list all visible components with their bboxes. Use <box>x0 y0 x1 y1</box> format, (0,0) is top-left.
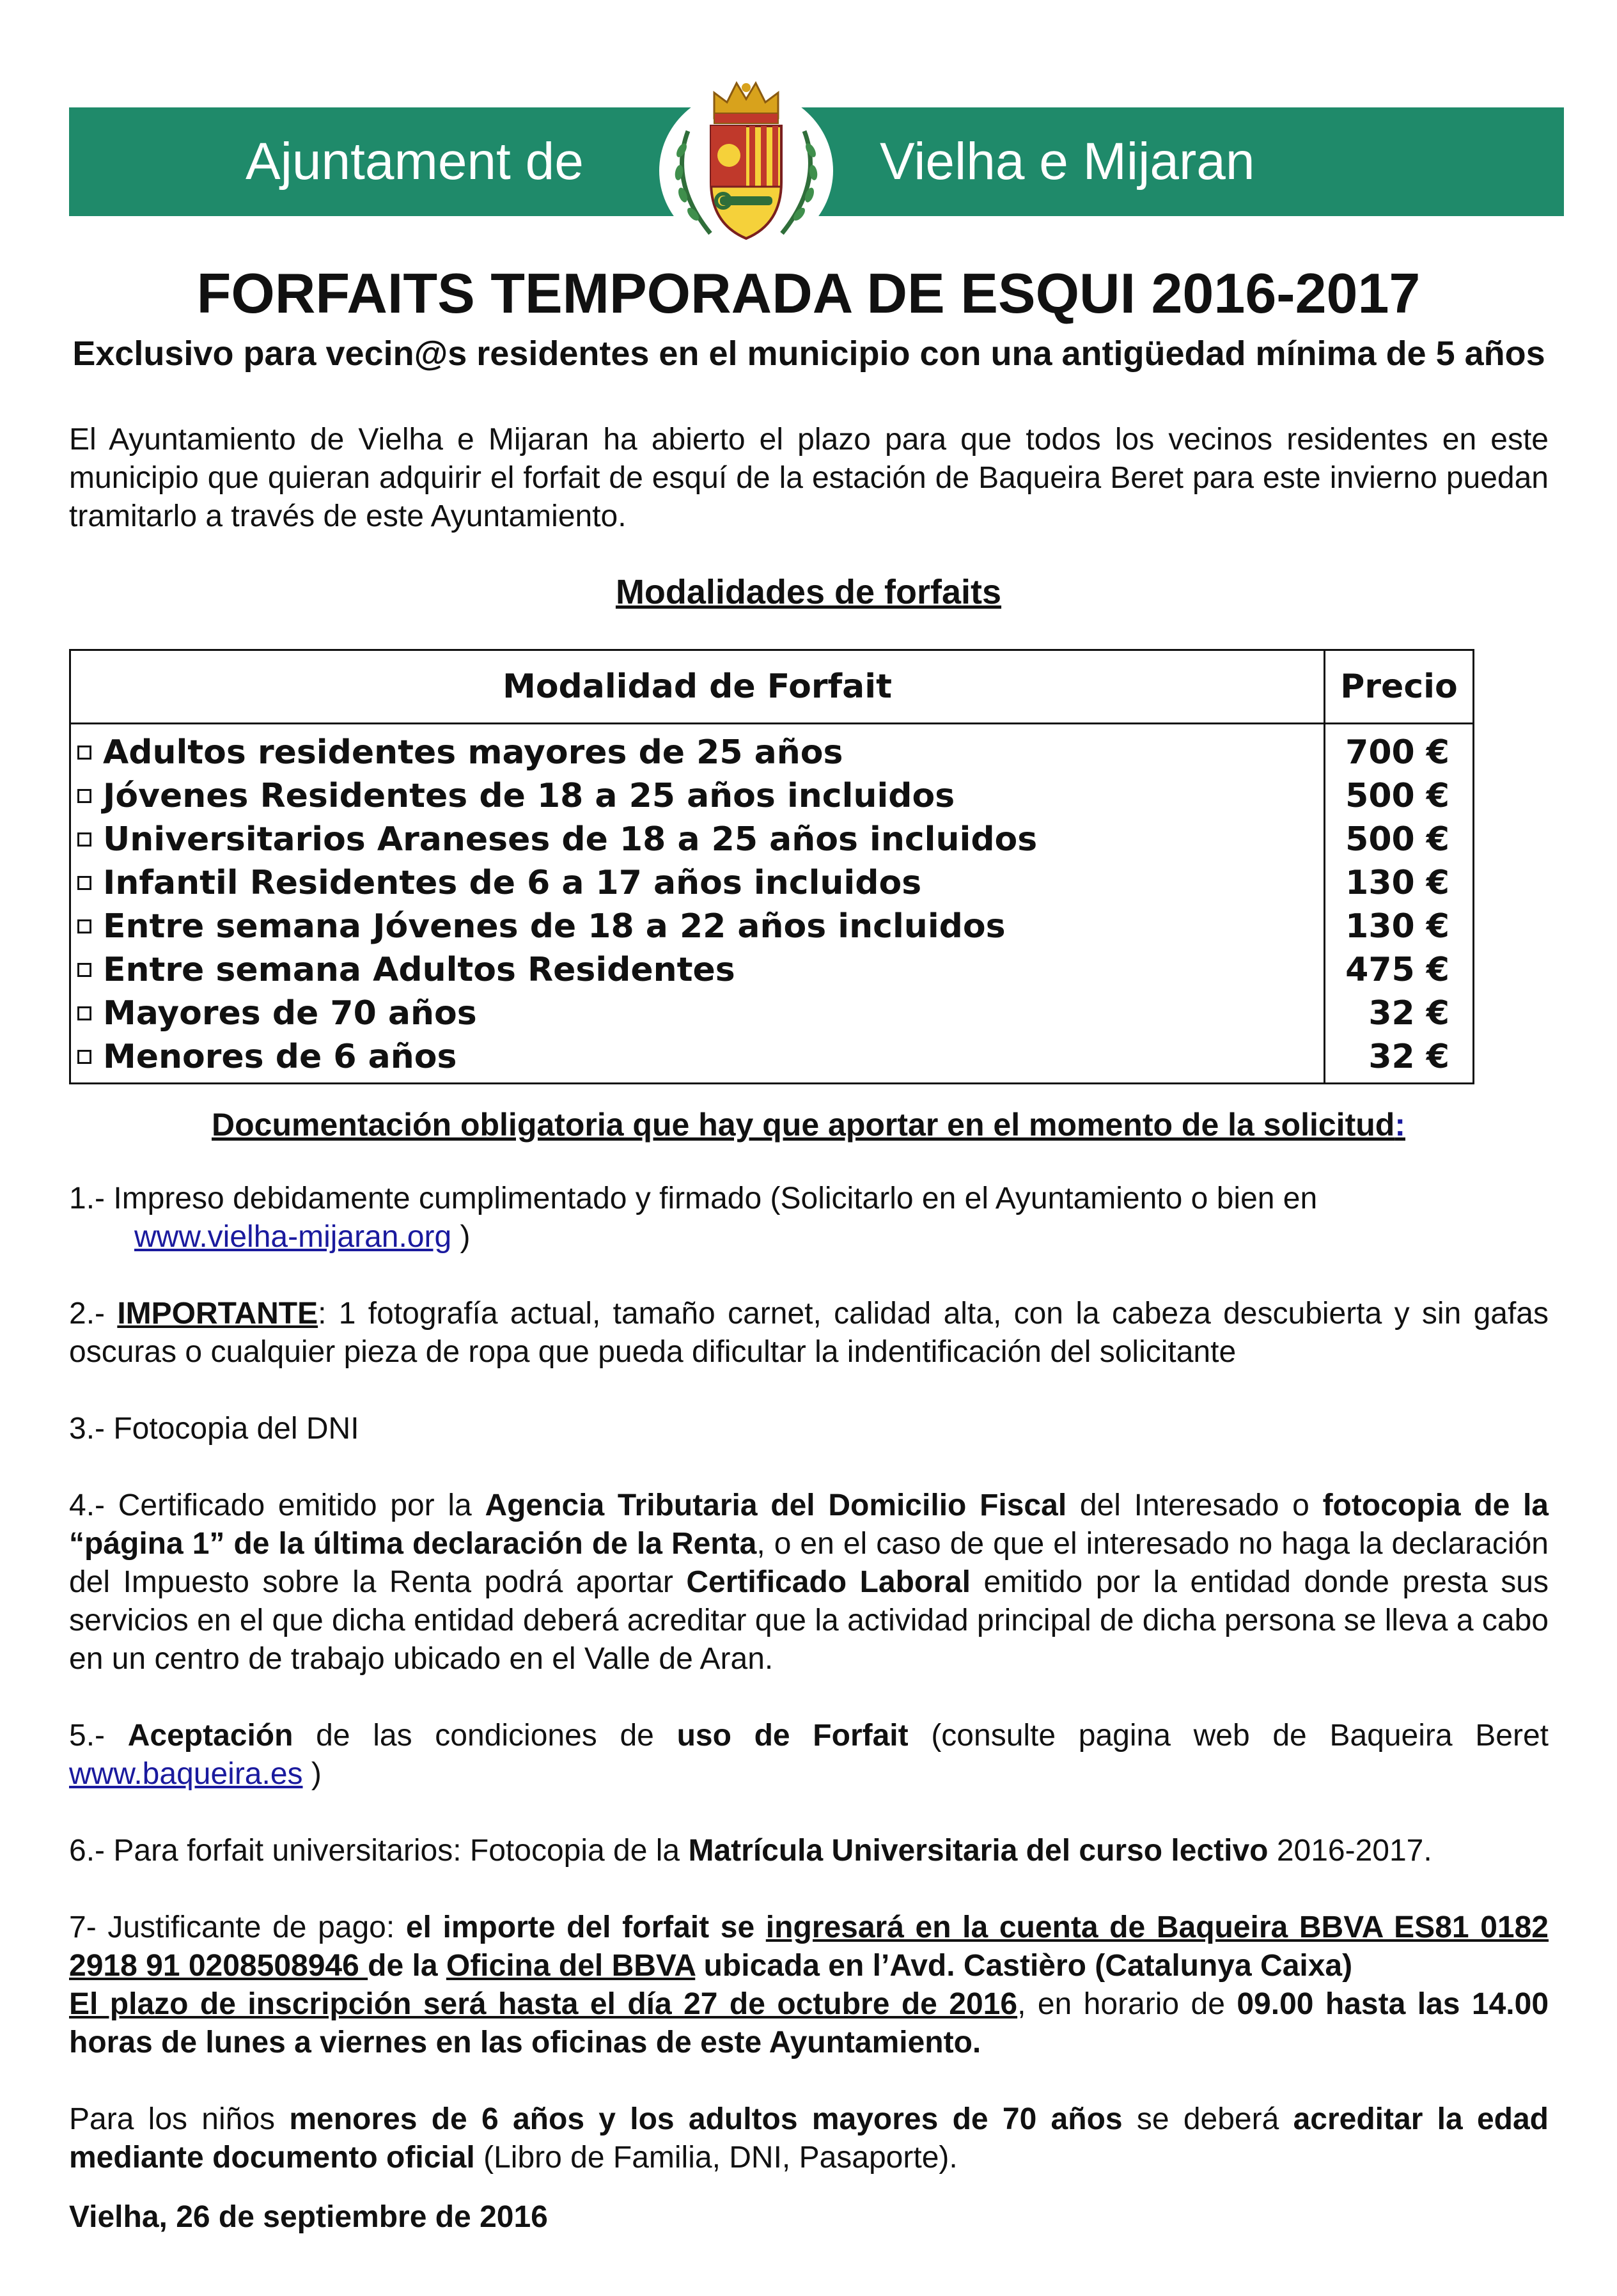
item-bold-text: acreditar la edad mediante documento oficial <box>69 2102 1549 2175</box>
checkbox-icon <box>77 963 91 977</box>
row-label: Mayores de 70 años <box>103 994 477 1033</box>
row-price: 700 € <box>1325 724 1474 775</box>
page-title: FORFAITS TEMPORADA DE ESQUI 2016-2017 <box>196 262 1421 325</box>
requirement-7 <box>69 1909 1549 2062</box>
item-text: Certificado emitido por la <box>105 1488 485 1522</box>
item-text: emitido por la entidad donde presta sus servicios en el que dicha entidad deberá acreditar que la actividad principal de dicha persona se lleva a cabo en un centro de trabajo ubicado en el Valle de Aran. <box>69 1565 1549 1676</box>
table-row <box>70 948 1474 992</box>
item-number: 1.- <box>69 1182 105 1215</box>
item-text: Fotocopia del DNI <box>105 1412 359 1446</box>
item-bold-text: uso de Forfait <box>676 1719 909 1753</box>
item-bold-text: el importe del forfait se <box>405 1910 766 1944</box>
item-text: 2016-2017. <box>1268 1834 1432 1868</box>
item-number: 5.- <box>69 1719 105 1753</box>
header-right-text: Vielha e Mijaran <box>880 132 1255 191</box>
row-price: 32 € <box>1325 1035 1474 1084</box>
row-label: Universitarios Araneses de 18 a 25 años incluidos <box>103 820 1038 859</box>
item-text: : 1 fotografía actual, tamaño carnet, calidad alta, con la cabeza descubierta y sin gafas oscuras o cualquier pieza de ropa que pueda dificultar la indentificación del solicitante <box>69 1297 1549 1369</box>
coat-of-arms-icon <box>650 74 843 259</box>
checkbox-icon <box>77 1006 91 1020</box>
item-text: ) <box>451 1220 471 1254</box>
row-price: 130 € <box>1325 861 1474 905</box>
item-text: , o en el caso de que el interesado no haga la declaración del Impuesto sobre la Renta podrá aportar <box>69 1527 1549 1599</box>
row-label: Adultos residentes mayores de 25 años <box>103 733 843 772</box>
item-bold-text: 09.00 hasta las 14.00 horas de lunes a viernes en las oficinas de este Ayuntamiento. <box>69 1987 1549 2059</box>
requirement-2 <box>69 1295 1549 1371</box>
requirement-1 <box>69 1180 1549 1256</box>
table-row <box>70 905 1474 948</box>
row-price: 475 € <box>1325 948 1474 992</box>
row-label: Menores de 6 años <box>103 1038 457 1076</box>
checkbox-icon <box>77 746 91 760</box>
row-price: 130 € <box>1325 905 1474 948</box>
checkbox-icon <box>77 832 91 847</box>
requirement-6 <box>69 1832 1549 1870</box>
modalities-heading: Modalidades de forfaits <box>615 573 1002 611</box>
item-text: Justificante de pago: <box>96 1910 406 1944</box>
row-price: 500 € <box>1325 774 1474 818</box>
item-text: (consulte pagina web de Baqueira Beret <box>908 1719 1549 1753</box>
row-price: 500 € <box>1325 818 1474 861</box>
important-label: IMPORTANTE <box>117 1297 318 1331</box>
item-bold-text: Matrícula Universitaria del curso lectivo <box>688 1834 1269 1868</box>
item-text: Para forfait universitarios: Fotocopia de la <box>105 1834 689 1868</box>
item-number: 6.- <box>69 1834 105 1868</box>
requirement-3 <box>69 1410 1549 1448</box>
date-signature: Vielha, 26 de septiembre de 2016 <box>69 2200 548 2234</box>
table-row <box>70 818 1474 861</box>
bank-account-text: ingresará en la cuenta de Baqueira BBVA ES81 0182 2918 91 0208508946 <box>69 1910 1549 1983</box>
item-text: (Libro de Familia, DNI, Pasaporte). <box>474 2141 958 2175</box>
item-number: 7- <box>69 1910 97 1944</box>
item-bold-text: ubicada en l’Avd. Castièro (Catalunya Caixa) <box>695 1949 1353 1983</box>
item-text: Para los niños <box>69 2102 290 2136</box>
item-number: 2.- <box>69 1297 105 1331</box>
requirement-5 <box>69 1717 1549 1793</box>
header-left-text: Ajuntament de <box>246 132 584 191</box>
checkbox-icon <box>77 1050 91 1064</box>
table-row <box>70 992 1474 1035</box>
row-price: 32 € <box>1325 992 1474 1035</box>
checkbox-icon <box>77 876 91 890</box>
item-number: 3.- <box>69 1412 105 1446</box>
requirements-list <box>69 1180 1549 2215</box>
item-bold-text: Agencia Tributaria del Domicilio Fiscal <box>485 1488 1067 1522</box>
table-row <box>70 1035 1474 1084</box>
bank-office-text: Oficina del BBVA <box>446 1949 696 1983</box>
row-label: Infantil Residentes de 6 a 17 años incluidos <box>103 864 922 902</box>
item-bold-text: menores de 6 años y los adultos mayores de 70 años <box>289 2102 1123 2136</box>
column-header-price: Precio <box>1325 650 1474 724</box>
forfait-price-table <box>69 649 1474 1084</box>
intro-paragraph: El Ayuntamiento de Vielha e Mijaran ha abierto el plazo para que todos los vecinos residentes en este municipio que quieran adquirir el forfait de esquí de la estación de Baqueira Beret para este invierno puedan tramitarlo a través de este Ayuntamiento. <box>69 423 1549 533</box>
item-text: , en horario de <box>1017 1987 1237 2021</box>
documentation-heading <box>0 1106 1617 1143</box>
item-text: se deberá <box>1122 2102 1293 2136</box>
checkbox-icon <box>77 919 91 933</box>
table-row <box>70 774 1474 818</box>
column-header-modality: Modalidad de Forfait <box>70 650 1325 724</box>
item-bold-text: de la <box>368 1949 446 1983</box>
deadline-text: El plazo de inscripción será hasta el día 27 de octubre de 2016 <box>69 1987 1018 2021</box>
item-text: Impreso debidamente cumplimentado y firmado (Solicitarlo en el Ayuntamiento o bien en <box>105 1182 1318 1215</box>
row-label: Jóvenes Residentes de 18 a 25 años incluidos <box>103 777 955 815</box>
table-row <box>70 861 1474 905</box>
documentation-heading-text: Documentación obligatoria que hay que aportar en el momento de la solicitud <box>212 1107 1395 1143</box>
page-subtitle: Exclusivo para vecin@s residentes en el municipio con una antigüedad mínima de 5 años <box>72 334 1545 373</box>
baqueira-link[interactable]: www.baqueira.es <box>69 1757 303 1791</box>
item-bold-text: Aceptación <box>127 1719 293 1753</box>
vielha-mijaran-link[interactable]: www.vielha-mijaran.org <box>134 1220 452 1254</box>
documentation-heading-colon: : <box>1394 1107 1405 1143</box>
table-row <box>70 724 1474 775</box>
item-text: ) <box>302 1757 322 1791</box>
row-label: Entre semana Adultos Residentes <box>103 951 735 989</box>
item-text: de las condiciones de <box>293 1719 677 1753</box>
requirement-4 <box>69 1487 1549 1678</box>
age-note <box>69 2100 1549 2177</box>
item-number: 4.- <box>69 1488 105 1522</box>
checkbox-icon <box>77 789 91 803</box>
row-label: Entre semana Jóvenes de 18 a 22 años incluidos <box>103 907 1006 946</box>
item-bold-text: fotocopia de la “página 1” de la última declaración de la Renta <box>69 1488 1549 1561</box>
item-text: del Interesado o <box>1066 1488 1323 1522</box>
item-bold-text: Certificado Laboral <box>686 1565 971 1599</box>
